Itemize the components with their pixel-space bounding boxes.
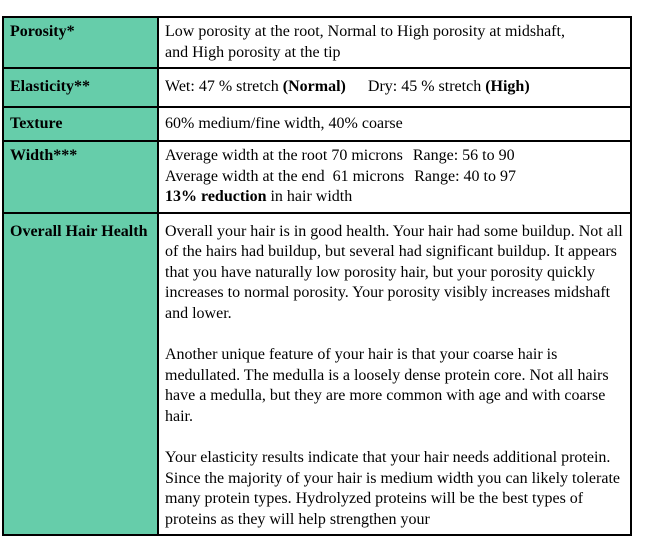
row-value-porosity — [158, 17, 631, 68]
row-label-overall-health: Overall Hair Health — [3, 213, 158, 536]
width-reduction-rest: in hair width — [266, 188, 353, 205]
table-row-overall-health — [3, 213, 631, 536]
overall-paragraph-2: Another unique feature of your hair is that your coarse hair is medullated. The medulla is a loosely dense protein core. Not all hairs have a medulla, but they are more common with age and with coarse hair. — [165, 346, 609, 425]
width-reduction-bold: 13% reduction — [165, 188, 267, 205]
width-end-line — [165, 167, 624, 188]
elasticity-dry-text: Dry: 45 % stretch — [367, 78, 486, 95]
porosity-line-1: Low porosity at the root, Normal to High porosity at midshaft, — [165, 23, 565, 40]
row-value-texture: 60% medium/fine width, 40% coarse — [158, 107, 631, 142]
width-reduction-line — [165, 187, 624, 208]
row-label-elasticity: Elasticity** — [3, 68, 158, 107]
row-label-width: Width*** — [3, 141, 158, 213]
hair-analysis-table — [2, 16, 632, 536]
width-end-range: Range: 40 to 97 — [414, 167, 516, 185]
overall-paragraph-1: Overall your hair is in good health. Your hair had some buildup. Not all of the hairs had buildup, but several had significant buildup. It appears that you have naturally low porosity hair, but your porosity quickly increases to normal porosity. Your porosity visibly increases midshaft and lower. — [165, 222, 623, 322]
row-label-texture: Texture — [3, 107, 158, 142]
row-value-overall-health — [158, 213, 631, 536]
table-row-width — [3, 141, 631, 213]
row-value-elasticity — [158, 68, 631, 107]
elasticity-dry-rating: (High) — [485, 78, 530, 95]
width-root-text: Average width at the root 70 microns — [165, 147, 403, 164]
row-label-porosity: Porosity* — [3, 17, 158, 68]
table-row-porosity — [3, 17, 631, 68]
width-root-line — [165, 146, 624, 167]
width-end-text: Average width at the end 61 microns — [165, 167, 405, 185]
elasticity-wet-text: Wet: 47 % stretch — [165, 78, 283, 95]
overall-paragraph-3: Your elasticity results indicate that your hair needs additional protein. Since the majority of your hair is medium width you can likely tolerate many protein types. Hydrolyzed proteins will be the best types of proteins as they will help strengthen your — [165, 449, 620, 528]
width-root-range: Range: 56 to 90 — [412, 147, 515, 164]
porosity-line-2: and High porosity at the tip — [165, 43, 341, 61]
elasticity-wet-rating: (Normal) — [282, 78, 346, 95]
row-value-width — [158, 141, 631, 213]
table-row-elasticity — [3, 68, 631, 107]
table-row-texture — [3, 107, 631, 142]
